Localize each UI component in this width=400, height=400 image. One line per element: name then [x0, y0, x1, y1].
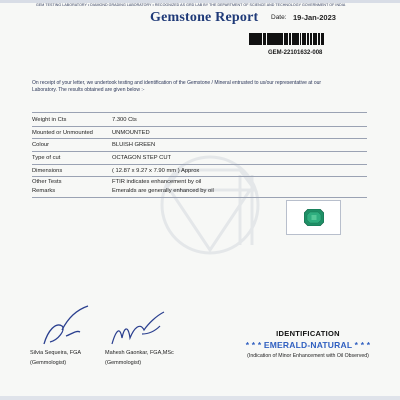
weight-label: Weight in Cts [32, 117, 67, 123]
table-rule [32, 138, 367, 139]
signature-icon [36, 300, 96, 350]
dimensions-label: Dimensions [32, 168, 63, 174]
signature-icon [108, 308, 168, 350]
cut-value: OCTAGON STEP CUT [112, 155, 172, 161]
intro-text: On receipt of your letter, we undertook testing and identification of the Gemstone / Mineral entrusted to us/our representative at our Laboratory. The results obtained are given below :- [32, 80, 322, 93]
colour-label: Colour [32, 142, 50, 148]
table-rule [32, 176, 367, 177]
signatory-2-role: (Gemmologist) [105, 360, 142, 366]
colour-value: BLUISH GREEN [112, 142, 156, 148]
mounted-label: Mounted or Unmounted [32, 130, 93, 136]
identification-value: * * * EMERALD-NATURAL * * * [245, 340, 371, 350]
other-tests-value: FTIR indicates enhancement by oil [112, 179, 202, 185]
identification-note: (Indication of Minor Enhancement with Oil Observed) [247, 353, 369, 359]
table-rule [32, 164, 367, 165]
gem-photo-frame [286, 200, 341, 235]
date-value: 19-Jan-2023 [293, 13, 336, 22]
signatory-1-role: (Gemmologist) [30, 360, 67, 366]
remarks-value: Emeralds are generally enhanced by oil [112, 188, 214, 194]
report-number: GEM-22101632-008 [268, 50, 323, 56]
table-rule [32, 126, 367, 127]
report-title: Gemstone Report [150, 10, 259, 25]
weight-value: 7.300 Cts [112, 117, 137, 123]
bottom-strip [0, 396, 400, 400]
identification-heading: IDENTIFICATION [276, 329, 340, 338]
gem-photo-icon [304, 209, 324, 226]
dimensions-value: ( 12.87 x 9.27 x 7.90 mm ) Approx [112, 168, 200, 174]
remarks-label: Remarks [32, 188, 56, 194]
table-rule [32, 112, 367, 113]
signatory-2-name: Mahesh Gaonkar, FGA,MSc [105, 350, 174, 356]
mounted-value: UNMOUNTED [112, 130, 150, 136]
table-rule [32, 151, 367, 152]
other-tests-label: Other Tests [32, 179, 62, 185]
table-rule [32, 197, 367, 198]
date-label: Date: [271, 14, 287, 21]
barcode-icon [249, 33, 333, 45]
accreditation-line: GEM TESTING LABORATORY • DIAMOND GRADING LABORATORY • RECOGNIZED AS GRD LAB BY THE DEPARTMENT OF SCIENCE AND TECHNOLOGY GOVERNMENT OF INDIA [36, 3, 346, 7]
cut-label: Type of cut [32, 155, 61, 161]
signatory-1-name: Silvia Sequeira, FGA [30, 350, 82, 356]
